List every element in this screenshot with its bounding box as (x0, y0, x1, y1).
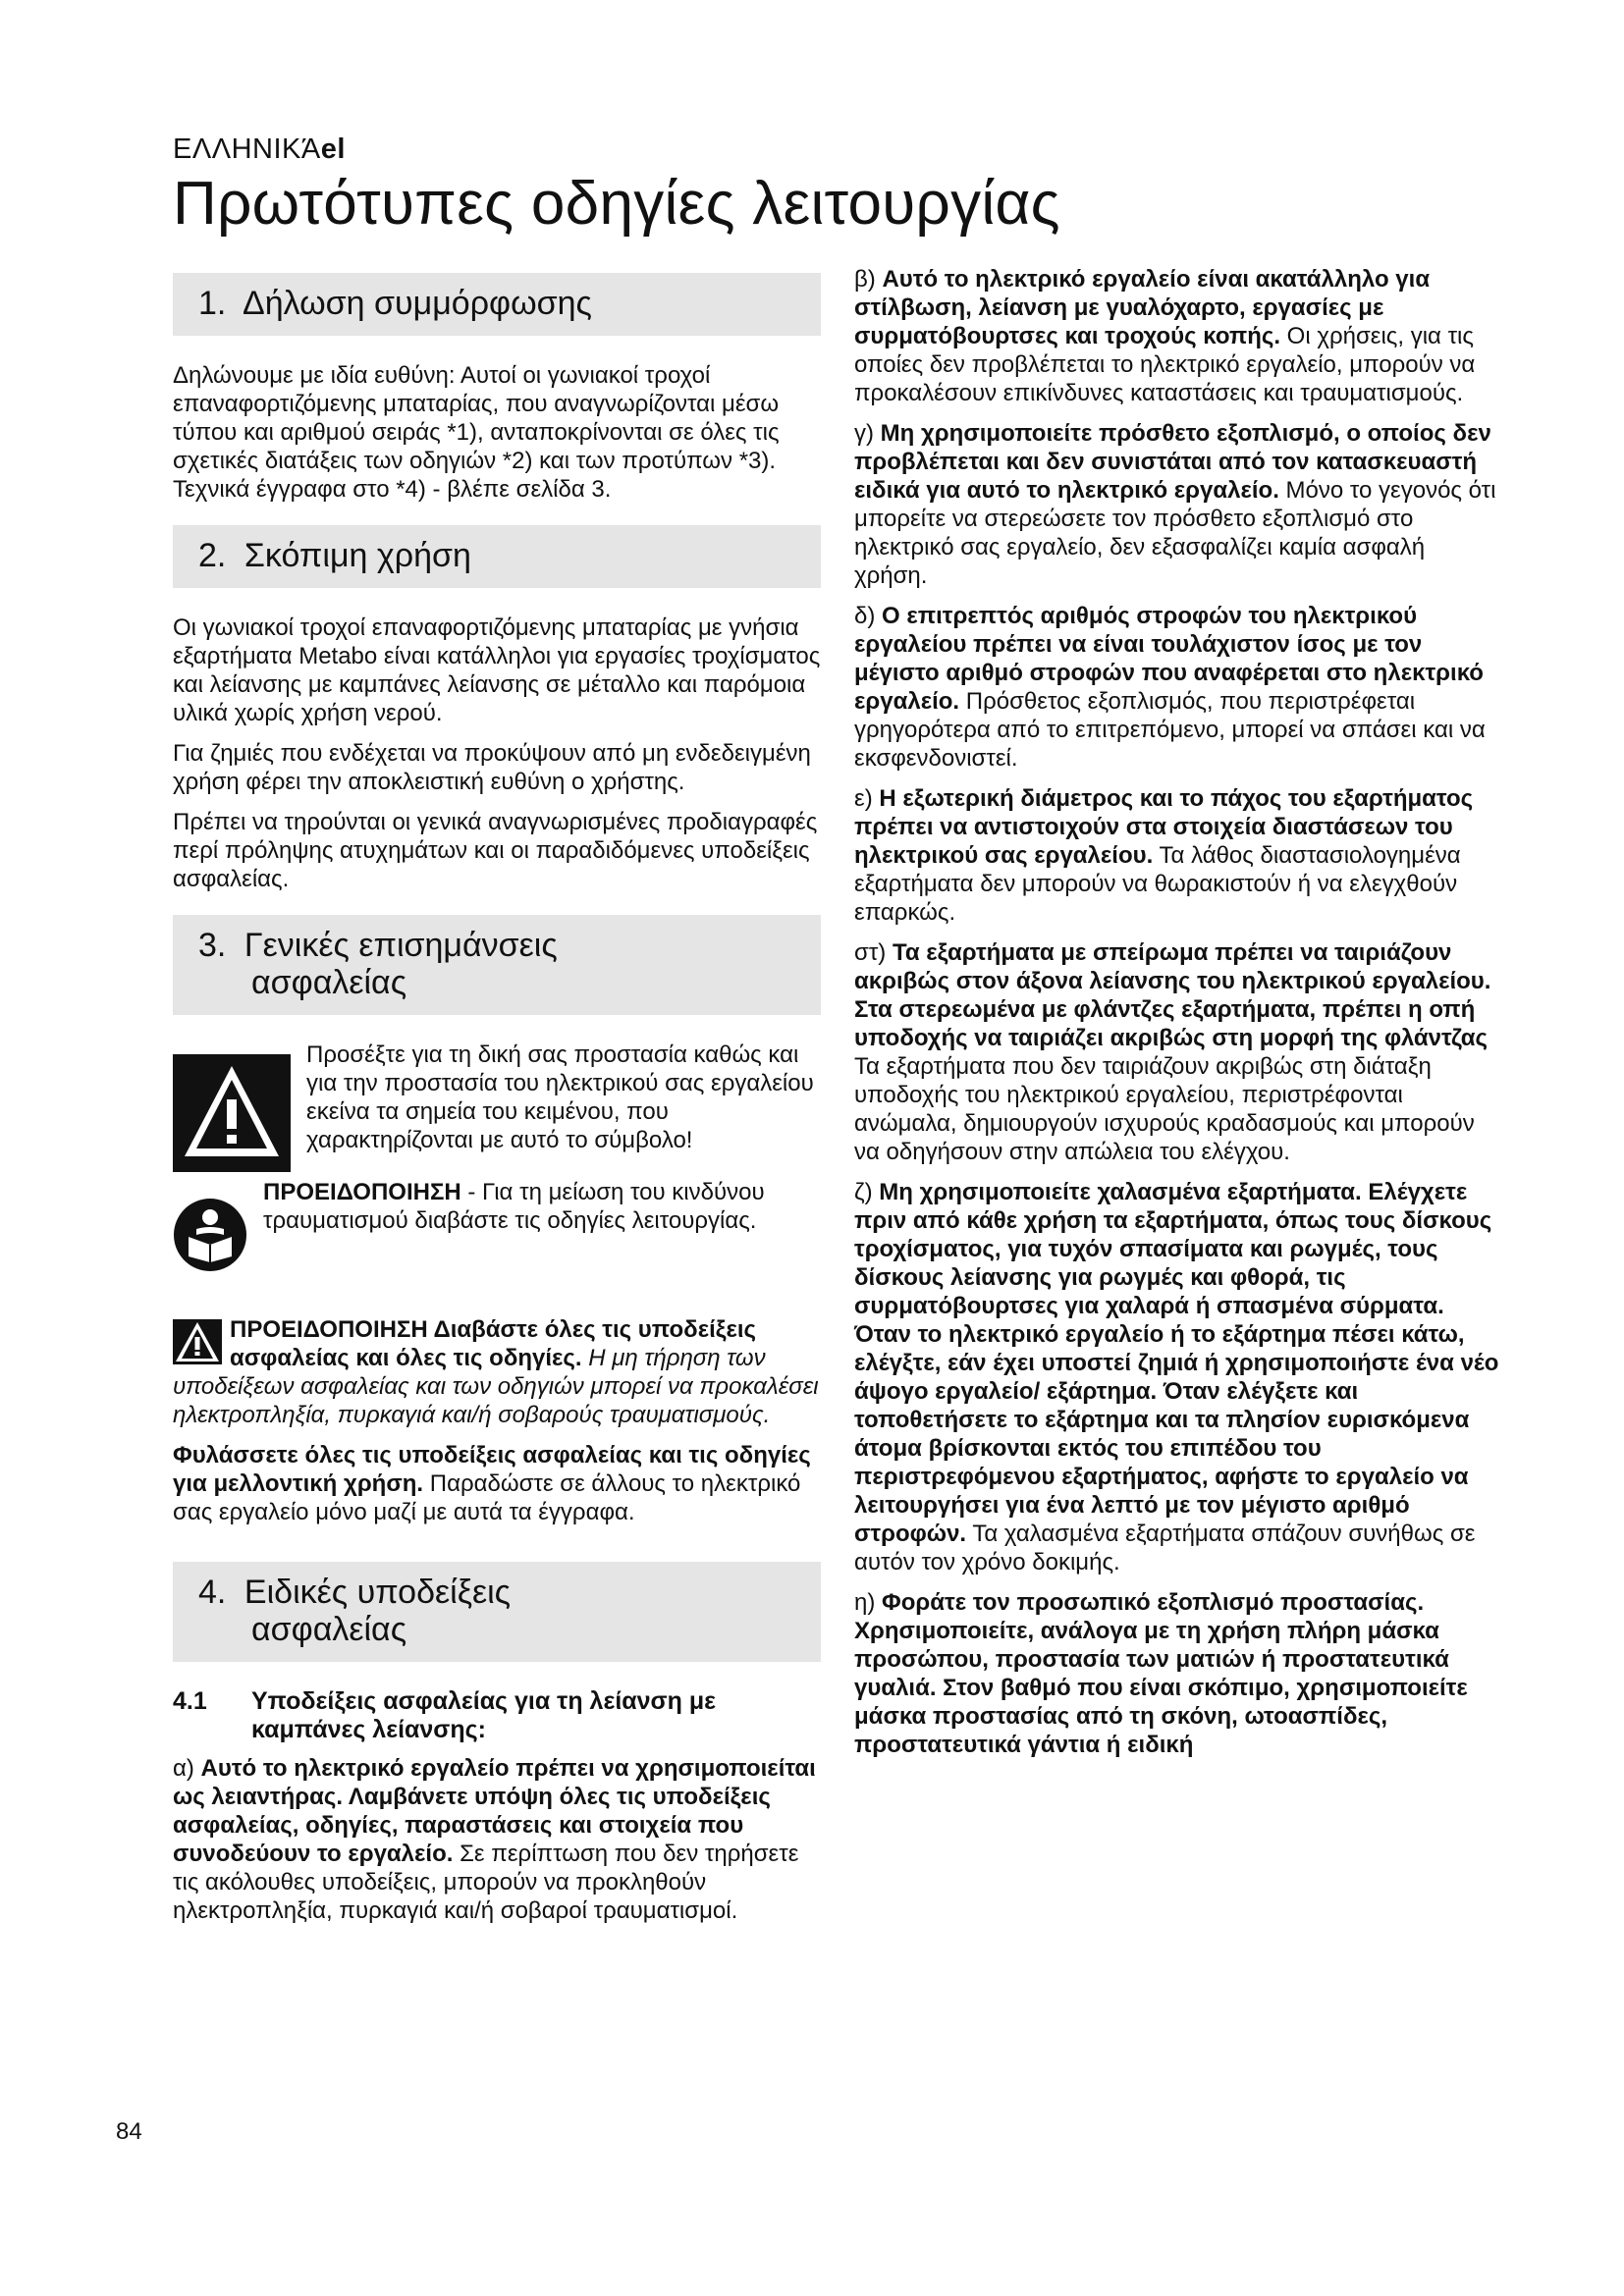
right-column (854, 265, 1502, 1771)
intended-use-p2: Για ζημιές που ενδέχεται να προκύψουν από μη ενδεδειγμένη χρήση φέρει την αποκλειστική ευθύνη ο χρήστης. (173, 740, 811, 795)
item-h: η) Φοράτε τον προσωπικό εξοπλισμό προστασίας. Χρησιμοποιείτε, ανάλογα με τη χρήση πλήρη μάσκα προσώπου, προστασία των ματιών ή προστατευτικά γυαλιά. Στον βαθμό που είναι σκόπιμο, χρησιμοποιείτε μάσκα προστασίας από τη σκόνη, ωτοασπίδες, προστατευτικά γάντια ή ειδική (854, 1589, 1468, 1758)
section-heading-2: 2. Σκόπιμη χρήση (173, 525, 821, 588)
subsection-heading-4-1: 4.1 Υποδείξεις ασφαλείας για τη λείανση με καμπάνες λείανσης: (173, 1687, 717, 1743)
readme-block (173, 1178, 821, 1235)
language-label: ΕΛΛΗΝΙΚΆel (173, 133, 346, 165)
warning-all-instructions: ΠΡΟΕΙΔΟΠΟΙΗΣΗ Διαβάστε όλες τις υποδείξεις ασφαλείας και όλες τις οδηγίες. Η μη τήρηση των υποδείξεων ασφαλείας και των οδηγιών μπορεί να προκαλέσει ηλεκτροπληξία, πυρκαγιά και/ή σοβαρούς τραυματισμούς. (173, 1316, 819, 1428)
keep-instructions: Φυλάσσετε όλες τις υποδείξεις ασφαλείας και τις οδηγίες για μελλοντική χρήση. Παραδώστε σε άλλους το ηλεκτρικό σας εργαλείο μόνο μαζί με αυτά τα έγγραφα. (173, 1442, 811, 1525)
warning-triangle-icon (173, 1054, 291, 1172)
item-f: στ) Τα εξαρτήματα με σπείρωμα πρέπει να ταιριάζουν ακριβώς στον άξονα λείανσης του ηλεκτρικού εργαλείου. Στα στερεωμένα με φλάντζες εξαρτήματα, πρέπει η οπή υποδοχής να ταιριάζει ακριβώς στη μορφή της φλάντζας Τα εξαρτήματα που δεν ταιριάζουν ακριβώς στη διάταξη υποδοχής του ηλεκτρικού εργαλείου, περιστρέφονται ανώμαλα, δημιουργούν ισχυρούς κραδασμούς και μπορούν να οδηγήσουν στην απώλεια του ελέγχου. (854, 939, 1491, 1165)
warning-symbol-text: Προσέξτε για τη δική σας προστασία καθώς και για την προστασία του ηλεκτρικού σας εργαλείου εκείνα τα σημεία του κειμένου, που χαρακτηρίζονται με αυτό το σύμβολο! (306, 1041, 814, 1153)
item-d: δ) Ο επιτρεπτός αριθμός στροφών του ηλεκτρικού εργαλείου πρέπει να είναι τουλάχιστον ίσος με τον μέγιστο αριθμό στροφών που αναφέρεται στο ηλεκτρικό εργαλείο. Πρόσθετος εξοπλισμός, που περιστρέφεται γρηγορότερα από το επιτρεπόμενο, μπορεί να σπάσει και να εκσφενδονιστεί. (854, 603, 1486, 772)
item-c: γ) Μη χρησιμοποιείτε πρόσθετο εξοπλισμό, ο οποίος δεν προβλέπεται και δεν συνιστάται από τον κατασκευαστή ειδικά για αυτό το ηλεκτρικό εργαλείο. Μόνο το γεγονός ότι μπορείτε να στερεώσετε τον πρόσθετο εξοπλισμό στο ηλεκτρικό σας εργαλείο, δεν εξασφαλίζει καμία ασφαλή χρήση. (854, 420, 1496, 589)
left-column (173, 265, 821, 1937)
readme-warning-text: - Για τη μείωση του κινδύνου τραυματισμού διαβάστε τις οδηγίες λειτουργίας. (263, 1179, 765, 1234)
section-heading-3: 3. Γενικές επισημάνσεις ασφαλείας (173, 915, 821, 1015)
item-e: ε) Η εξωτερική διάμετρος και το πάχος του εξαρτήματος πρέπει να αντιστοιχούν στα στοιχεία διαστάσεων του ηλεκτρικού σας εργαλείου. Τα λάθος διαστασιολογημένα εξαρτήματα δεν μπορούν να θωρακιστούν ή να ελεγχθούν επαρκώς. (854, 785, 1474, 926)
small-warning-icon (173, 1319, 222, 1364)
section-heading-1: 1. Δήλωση συμμόρφωσης (173, 273, 821, 336)
item-a: α) Αυτό το ηλεκτρικό εργαλείο πρέπει να χρησιμοποιείται ως λειαντήρας. Λαμβάνετε υπόψη όλες τις υποδείξεις ασφαλείας, οδηγίες, παραστάσεις και στοιχεία που συνοδεύουν το εργαλείο. Σε περίπτωση που δεν τηρήσετε τις ακόλουθες υποδείξεις, μπορούν να προκληθούν ηλεκτροπληξία, πυρκαγιά και/ή σοβαροί τραυματισμοί. (173, 1755, 816, 1924)
page-title: Πρωτότυπες οδηγίες λειτουργίας (173, 170, 1060, 238)
item-g: ζ) Μη χρησιμοποιείτε χαλασμένα εξαρτήματα. Ελέγχετε πριν από κάθε χρήση τα εξαρτήματα, όπως τους δίσκους τροχίσματος, για τυχόν σπασίματα και ρωγμές, τους δίσκους λείανσης για ρωγμές και φθορά, τις συρματόβουρτσες για χαλαρά ή σπασμένα σύρματα. Όταν το ηλεκτρικό εργαλείο ή το εξάρτημα πέσει κάτω, ελέγξτε, εάν έχει υποστεί ζημιά ή χρησιμοποιήστε ένα νέο άψογο εργαλείο/ εξάρτημα. Όταν ελέγξετε και τοποθετήσετε το εξάρτημα και τα πλησίον ευρισκόμενα άτομα βρίσκονται εκτός του επιπέδου του περιστρεφόμενου εξαρτήματος, αφήστε το εργαλείο να λειτουργήσει για ένα λεπτό με τον μέγιστο αριθμό στροφών. Τα χαλασμένα εξαρτήματα σπάζουν συνήθως σε αυτόν τον χρόνο δοκιμής. (854, 1179, 1499, 1575)
page-number: 84 (116, 2118, 142, 2145)
section-heading-4: 4. Ειδικές υποδείξεις ασφαλείας (173, 1562, 821, 1662)
item-b: β) Αυτό το ηλεκτρικό εργαλείο είναι ακατάλληλο για στίλβωση, λείανση με γυαλόχαρτο, εργασίες με συρματόβουρτσες και τροχούς κοπής. Οι χρήσεις, για τις οποίες δεν προβλέπεται το ηλεκτρικό εργαλείο, μπορούν να προκαλέσουν επικίνδυνες καταστάσεις και τραυματισμούς. (854, 266, 1476, 406)
readme-warning-label: ΠΡΟΕΙΔΟΠΟΙΗΣΗ (263, 1179, 461, 1205)
intended-use-p1: Οι γωνιακοί τροχοί επαναφορτιζόμενης μπαταρίας με γνήσια εξαρτήματα Metabo είναι κατάλληλοι για εργασίες τροχίσματος και λείανσης με καμπάνες λείανσης σε μέταλλο και παρόμοια υλικά χωρίς χρήση νερού. (173, 614, 821, 726)
intended-use-p3: Πρέπει να τηρούνται οι γενικά αναγνωρισμένες προδιαγραφές περί πρόληψης ατυχημάτων και οι παραδιδόμενες υποδείξεις ασφαλείας. (173, 809, 818, 892)
declaration-text: Δηλώνουμε με ιδία ευθύνη: Αυτοί οι γωνιακοί τροχοί επαναφορτιζόμενης μπαταρίας, που αναγνωρίζονται μέσω τύπου και αριθμού σειράς *1), ανταποκρίνονται σε όλες τις σχετικές διατάξεις των οδηγιών *2) και των προτύπων *3). Τεχνικά έγγραφα στο *4) - βλέπε σελίδα 3. (173, 362, 780, 503)
read-manual-icon (173, 1198, 247, 1272)
warning-symbol-block (173, 1041, 821, 1178)
